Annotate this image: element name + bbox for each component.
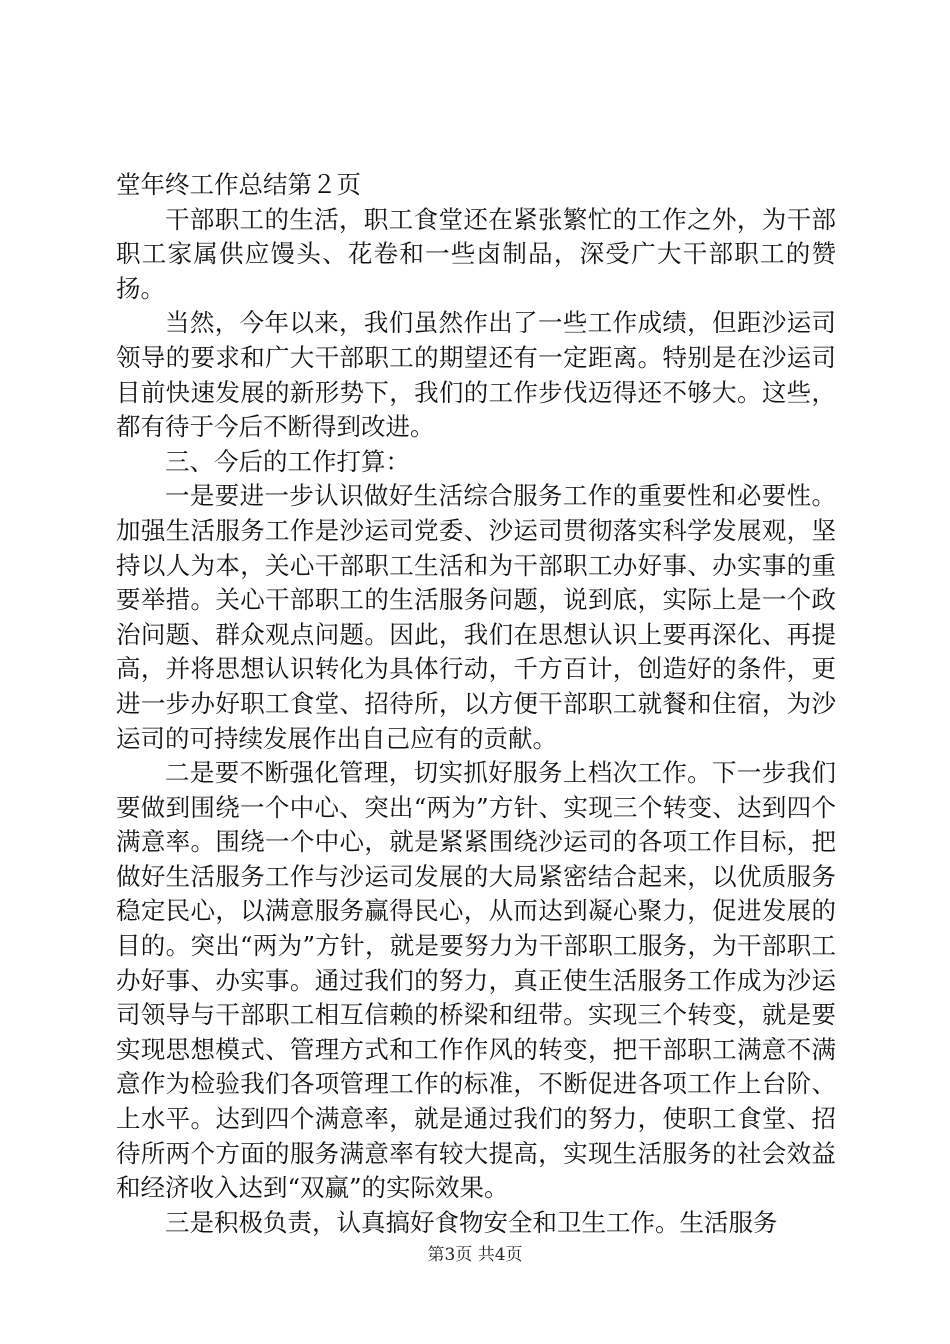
section-heading-future-plans: 三、今后的工作打算：: [165, 446, 410, 476]
paragraph-plan-three: 三是积极负责，认真搞好食物安全和卫生工作。生活服务: [165, 1207, 778, 1237]
paragraph-shortcomings: 当然，今年以来，我们虽然作出了一些工作成绩，但距沙运司领导的要求和广大干部职工的期望还有一定距离。特别是在沙运司目前快速发展的新形势下，我们的工作步伐迈得还不够大。这些，都有待于今后不断得到改进。: [116, 308, 836, 442]
document-body: [116, 168, 836, 1240]
paragraph-plan-one: 一是要进一步认识做好生活综合服务工作的重要性和必要性。加强生活服务工作是沙运司党委、沙运司贯彻落实科学发展观，坚持以人为本，关心干部职工生活和为干部职工办好事、办实事的重要举措。关心干部职工的生活服务问题，说到底，实际上是一个政治问题、群众观点问题。因此，我们在思想认识上要再深化、再提高，并将思想认识转化为具体行动，千方百计，创造好的条件，更进一步办好职工食堂、招待所，以方便干部职工就餐和住宿，为沙运司的可持续发展作出自己应有的贡献。: [116, 481, 836, 753]
paragraph-plan-two: 二是要不断强化管理，切实抓好服务上档次工作。下一步我们要做到围绕一个中心、突出“两为”方针、实现三个转变、达到四个满意率。围绕一个中心，就是紧紧围绕沙运司的各项工作目标，把做好生活服务工作与沙运司发展的大局紧密结合起来，以优质服务稳定民心，以满意服务赢得民心，从而达到凝心聚力，促进发展的目的。突出“两为”方针，就是要努力为干部职工服务，为干部职工办好事、办实事。通过我们的努力，真正使生活服务工作成为沙运司领导与干部职工相互信赖的桥梁和纽带。实现三个转变，就是要实现思想模式、管理方式和工作作风的转变，把干部职工满意不满意作为检验我们各项管理工作的标准，不断促进各项工作上台阶、上水平。达到四个满意率，就是通过我们的努力，使职工食堂、招待所两个方面的服务满意率有较大提高，实现生活服务的社会效益和经济收入达到“双赢”的实际效果。: [116, 758, 836, 1203]
page-footer: 第3页 共4页: [427, 1245, 523, 1265]
heading-line: 堂年终工作总结第２页: [116, 170, 361, 199]
paragraph-staff-life: 干部职工的生活，职工食堂还在紧张繁忙的工作之外，为干部职工家属供应馒头、花卷和一些卤制品，深受广大干部职工的赞扬。: [116, 204, 836, 303]
